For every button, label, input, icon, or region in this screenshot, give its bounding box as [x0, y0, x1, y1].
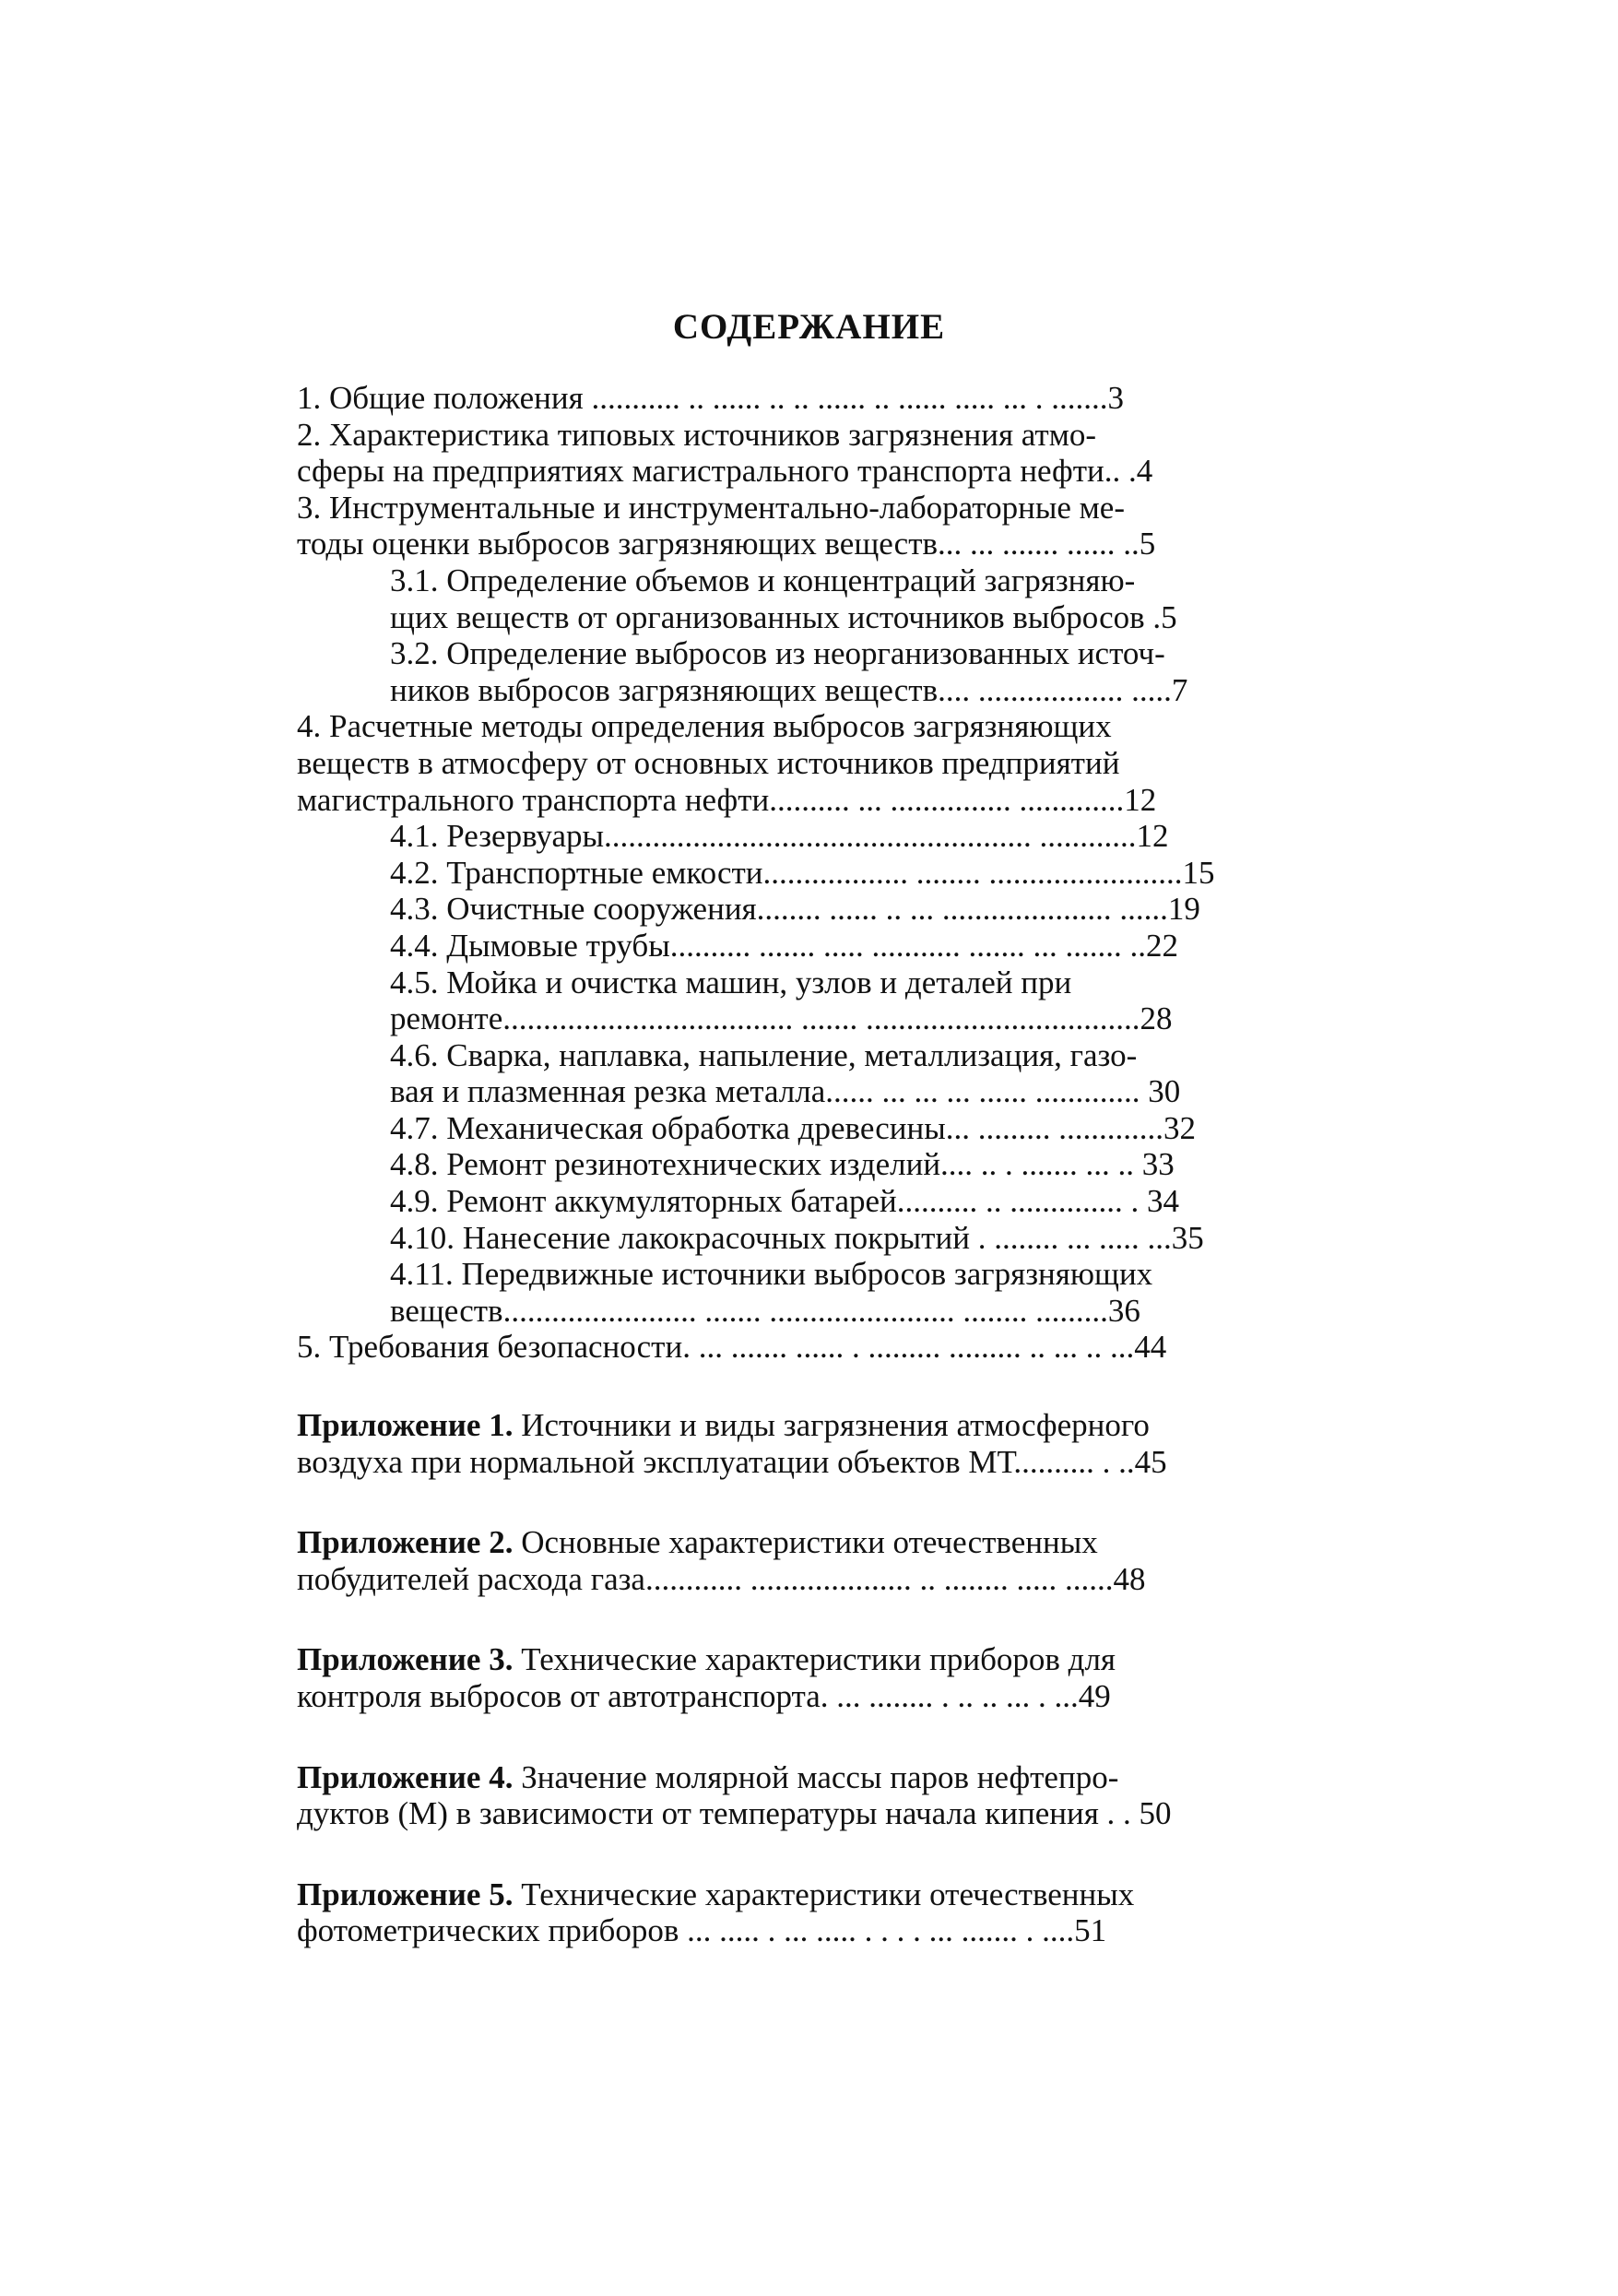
toc-entry-1: 1. Общие положения ........... .. ...... .. .. ...... .. ...... ..... ... . .......3: [297, 380, 1124, 416]
spacer: [297, 1715, 1302, 1759]
toc-entry-4-11-cont: веществ........................ ....... ....................... ........ .........36: [390, 1292, 1140, 1329]
toc-entry-3-1-cont: щих веществ от организованных источников выбросов .5: [390, 598, 1177, 635]
appendix-label: Приложение 5.: [297, 1876, 514, 1912]
appendix-title: Значение молярной массы паров нефтепро-: [513, 1758, 1119, 1795]
page-title: СОДЕРЖАНИЕ: [672, 307, 946, 347]
appendix-2-cont: побудителей расхода газа............ .................... .. ........ ..... ......48: [297, 1560, 1146, 1597]
toc-entry-4-5: 4.5. Мойка и очистка машин, узлов и деталей при: [390, 964, 1072, 1000]
appendix-1: [297, 1407, 1302, 1444]
appendix-4-cont: дуктов (М) в зависимости от температуры начала кипения . . 50: [297, 1795, 1172, 1832]
toc-entry-4-1: 4.1. Резервуары..................................................... ............12: [390, 818, 1169, 855]
appendix-3-cont: контроля выбросов от автотранспорта. ... ........ . .. .. ... . ...49: [297, 1678, 1111, 1714]
spacer: [297, 1597, 1302, 1641]
appendix-label: Приложение 3.: [297, 1641, 514, 1678]
toc-entry-2: 2. Характеристика типовых источников загрязнения атмо-: [297, 416, 1097, 453]
appendix-title: Технические характеристики приборов для: [513, 1641, 1116, 1678]
toc-entry-4-3: 4.3. Очистные сооружения........ ...... .. ... ..................... ......19: [390, 891, 1200, 928]
appendix-title: Источники и виды загрязнения атмосферного: [513, 1407, 1150, 1444]
toc-entry-4-4: 4.4. Дымовые трубы.......... ....... ..... ........... ....... ... ....... ..22: [390, 927, 1178, 964]
table-of-contents: [297, 380, 1302, 1949]
appendix-2: [297, 1524, 1302, 1561]
appendix-3: [297, 1641, 1302, 1678]
toc-entry-4-10: 4.10. Нанесение лакокрасочных покрытий . ........ ... ..... ...35: [390, 1219, 1204, 1256]
appendix-title: Основные характеристики отечественных: [513, 1524, 1098, 1561]
spacer: [297, 1480, 1302, 1524]
toc-entry-3-2-cont: ников выбросов загрязняющих веществ.... .................. .....7: [390, 671, 1188, 708]
toc-entry-3: 3. Инструментальные и инструментально-лабораторные ме-: [297, 489, 1125, 526]
spacer: [297, 1366, 1302, 1407]
appendix-title: Технические характеристики отечественных: [513, 1876, 1135, 1912]
toc-entry-4-6-cont: вая и плазменная резка металла...... ... ... ... ...... ............. 30: [390, 1073, 1181, 1110]
toc-entry-4-11: 4.11. Передвижные источники выбросов загрязняющих: [390, 1256, 1153, 1293]
toc-entry-4: 4. Расчетные методы определения выбросов загрязняющих: [297, 708, 1112, 745]
spacer: [297, 1832, 1302, 1876]
appendix-label: Приложение 2.: [297, 1524, 514, 1561]
toc-entry-5: 5. Требования безопасности. ... ....... ...... . ......... ......... .. ... .. ...44: [297, 1329, 1167, 1366]
appendix-4: [297, 1759, 1302, 1796]
appendix-label: Приложение 1.: [297, 1407, 514, 1444]
toc-entry-4-2: 4.2. Транспортные емкости.................. ........ ........................15: [390, 854, 1215, 891]
toc-entry-4-cont2: магистрального транспорта нефти.......... ... ............... .............12: [297, 781, 1157, 818]
appendix-label: Приложение 4.: [297, 1758, 514, 1795]
toc-entry-3-1: 3.1. Определение объемов и концентраций загрязняю-: [390, 562, 1136, 598]
toc-entry-4-7: 4.7. Механическая обработка древесины... ......... .............32: [390, 1109, 1196, 1146]
toc-entry-2-cont: сферы на предприятиях магистрального транспорта нефти.. .4: [297, 453, 1153, 490]
toc-entry-3-2: 3.2. Определение выбросов из неорганизованных источ-: [390, 635, 1165, 672]
toc-entry-4-8: 4.8. Ремонт резинотехнических изделий.... .. . ....... ... .. 33: [390, 1146, 1175, 1183]
appendix-1-cont: воздуха при нормальной эксплуатации объектов МТ.......... . ..45: [297, 1443, 1167, 1480]
toc-entry-4-cont: веществ в атмосферу от основных источников предприятий: [297, 744, 1120, 781]
toc-entry-4-5-cont: ремонте.................................... ....... ..................................28: [390, 1000, 1173, 1037]
appendix-5: [297, 1876, 1302, 1913]
toc-entry-3-cont: тоды оценки выбросов загрязняющих веществ... ... ....... ...... ..5: [297, 526, 1156, 562]
appendix-5-cont: фотометрических приборов ... ..... . ... ..... . . . . ... ....... . ....51: [297, 1912, 1107, 1949]
toc-entry-4-9: 4.9. Ремонт аккумуляторных батарей.......... .. .............. . 34: [390, 1183, 1180, 1220]
toc-entry-4-6: 4.6. Сварка, наплавка, напыление, металлизация, газо-: [390, 1036, 1138, 1073]
